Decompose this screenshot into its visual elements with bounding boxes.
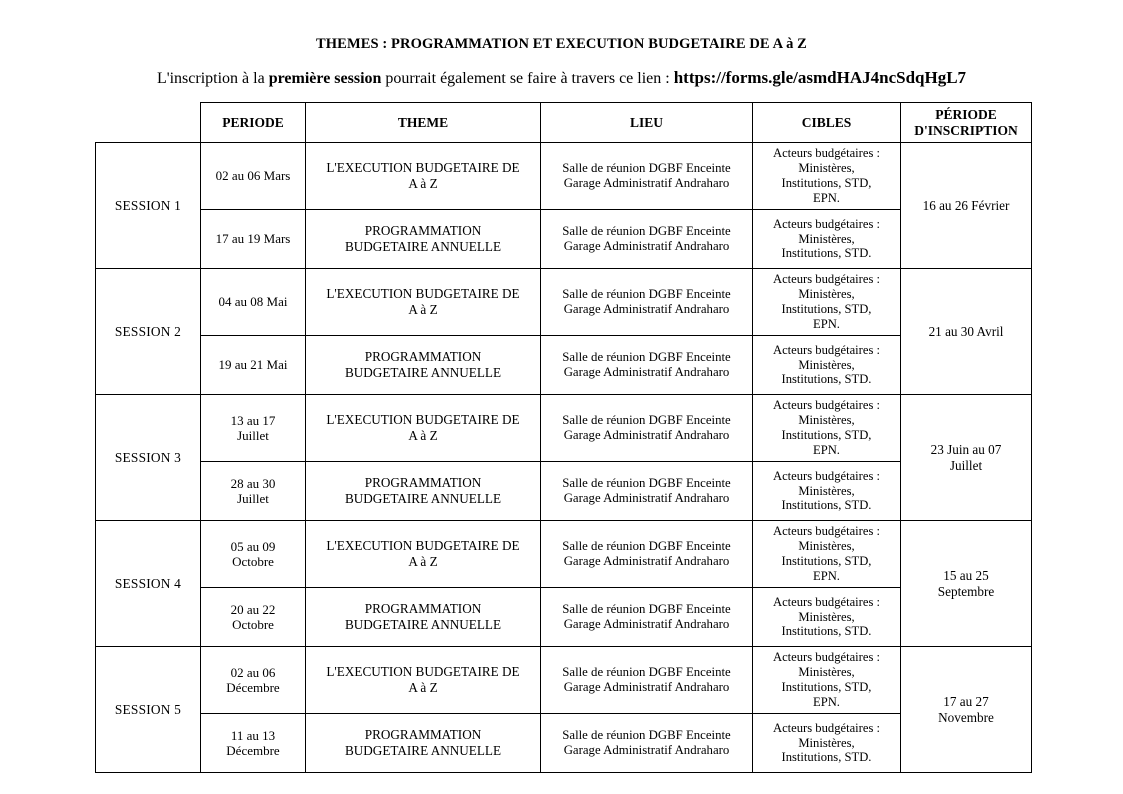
registration-note <box>0 68 1123 88</box>
registration-note-prefix: L'inscription à la <box>156 70 269 87</box>
periode-cell: 05 au 09 Octobre <box>201 521 306 588</box>
theme-cell: L'EXECUTION BUDGETAIRE DE A à Z <box>306 143 541 210</box>
session-label-cell: SESSION 1 <box>96 143 201 269</box>
table-row <box>96 714 1032 773</box>
registration-note-middle: pourrait également se faire à travers ce lien : <box>381 70 674 87</box>
lieu-cell: Salle de réunion DGBF Enceinte Garage Administratif Andraharo <box>541 647 753 714</box>
table-header-row <box>96 103 1032 143</box>
header-cell-periode-inscription: PÉRIODE D'INSCRIPTION <box>901 103 1032 143</box>
theme-cell: PROGRAMMATION BUDGETAIRE ANNUELLE <box>306 210 541 269</box>
header-cell-theme: THEME <box>306 103 541 143</box>
table-row <box>96 336 1032 395</box>
theme-cell: L'EXECUTION BUDGETAIRE DE A à Z <box>306 269 541 336</box>
cibles-cell: Acteurs budgétaires : Ministères, Institutions, STD, EPN. <box>753 269 901 336</box>
theme-cell: PROGRAMMATION BUDGETAIRE ANNUELLE <box>306 588 541 647</box>
lieu-cell: Salle de réunion DGBF Enceinte Garage Administratif Andraharo <box>541 336 753 395</box>
schedule-table-wrapper <box>95 102 1031 773</box>
periode-cell: 04 au 08 Mai <box>201 269 306 336</box>
lieu-cell: Salle de réunion DGBF Enceinte Garage Administratif Andraharo <box>541 714 753 773</box>
lieu-cell: Salle de réunion DGBF Enceinte Garage Administratif Andraharo <box>541 143 753 210</box>
session-label-cell: SESSION 3 <box>96 395 201 521</box>
registration-note-emphasis: première session <box>268 70 382 87</box>
theme-cell: PROGRAMMATION BUDGETAIRE ANNUELLE <box>306 462 541 521</box>
schedule-table <box>95 102 1032 773</box>
cibles-cell: Acteurs budgétaires : Ministères, Institutions, STD. <box>753 714 901 773</box>
lieu-cell: Salle de réunion DGBF Enceinte Garage Administratif Andraharo <box>541 588 753 647</box>
theme-cell: PROGRAMMATION BUDGETAIRE ANNUELLE <box>306 714 541 773</box>
theme-cell: L'EXECUTION BUDGETAIRE DE A à Z <box>306 395 541 462</box>
table-row <box>96 521 1032 588</box>
table-row <box>96 462 1032 521</box>
cibles-cell: Acteurs budgétaires : Ministères, Institutions, STD. <box>753 588 901 647</box>
cibles-cell: Acteurs budgétaires : Ministères, Institutions, STD, EPN. <box>753 395 901 462</box>
table-row <box>96 210 1032 269</box>
cibles-cell: Acteurs budgétaires : Ministères, Institutions, STD. <box>753 462 901 521</box>
periode-cell: 28 au 30 Juillet <box>201 462 306 521</box>
theme-cell: L'EXECUTION BUDGETAIRE DE A à Z <box>306 647 541 714</box>
header-cell-lieu: LIEU <box>541 103 753 143</box>
cibles-cell: Acteurs budgétaires : Ministères, Institutions, STD, EPN. <box>753 143 901 210</box>
inscription-period-cell: 17 au 27 Novembre <box>901 647 1032 773</box>
table-row <box>96 143 1032 210</box>
table-row <box>96 588 1032 647</box>
table-row <box>96 395 1032 462</box>
inscription-period-cell: 15 au 25 Septembre <box>901 521 1032 647</box>
header-cell-cibles: CIBLES <box>753 103 901 143</box>
periode-cell: 19 au 21 Mai <box>201 336 306 395</box>
cibles-cell: Acteurs budgétaires : Ministères, Institutions, STD. <box>753 336 901 395</box>
session-label-cell: SESSION 4 <box>96 521 201 647</box>
lieu-cell: Salle de réunion DGBF Enceinte Garage Administratif Andraharo <box>541 462 753 521</box>
session-label-cell: SESSION 2 <box>96 269 201 395</box>
cibles-cell: Acteurs budgétaires : Ministères, Institutions, STD, EPN. <box>753 647 901 714</box>
session-label-cell: SESSION 5 <box>96 647 201 773</box>
header-cell-blank <box>96 103 201 143</box>
table-row <box>96 269 1032 336</box>
theme-cell: PROGRAMMATION BUDGETAIRE ANNUELLE <box>306 336 541 395</box>
cibles-cell: Acteurs budgétaires : Ministères, Institutions, STD. <box>753 210 901 269</box>
cibles-cell: Acteurs budgétaires : Ministères, Institutions, STD, EPN. <box>753 521 901 588</box>
lieu-cell: Salle de réunion DGBF Enceinte Garage Administratif Andraharo <box>541 395 753 462</box>
page-title: THEMES : PROGRAMMATION ET EXECUTION BUDGETAIRE DE A à Z <box>316 36 807 52</box>
periode-cell: 02 au 06 Mars <box>201 143 306 210</box>
inscription-period-cell: 23 Juin au 07 Juillet <box>901 395 1032 521</box>
header-cell-periode: PERIODE <box>201 103 306 143</box>
lieu-cell: Salle de réunion DGBF Enceinte Garage Administratif Andraharo <box>541 521 753 588</box>
lieu-cell: Salle de réunion DGBF Enceinte Garage Administratif Andraharo <box>541 210 753 269</box>
periode-cell: 11 au 13 Décembre <box>201 714 306 773</box>
lieu-cell: Salle de réunion DGBF Enceinte Garage Administratif Andraharo <box>541 269 753 336</box>
periode-cell: 17 au 19 Mars <box>201 210 306 269</box>
registration-form-link[interactable]: https://forms.gle/asmdHAJ4ncSdqHgL7 <box>673 68 967 87</box>
periode-cell: 02 au 06 Décembre <box>201 647 306 714</box>
theme-cell: L'EXECUTION BUDGETAIRE DE A à Z <box>306 521 541 588</box>
periode-cell: 20 au 22 Octobre <box>201 588 306 647</box>
inscription-period-cell: 16 au 26 Février <box>901 143 1032 269</box>
inscription-period-cell: 21 au 30 Avril <box>901 269 1032 395</box>
table-row <box>96 647 1032 714</box>
periode-cell: 13 au 17 Juillet <box>201 395 306 462</box>
